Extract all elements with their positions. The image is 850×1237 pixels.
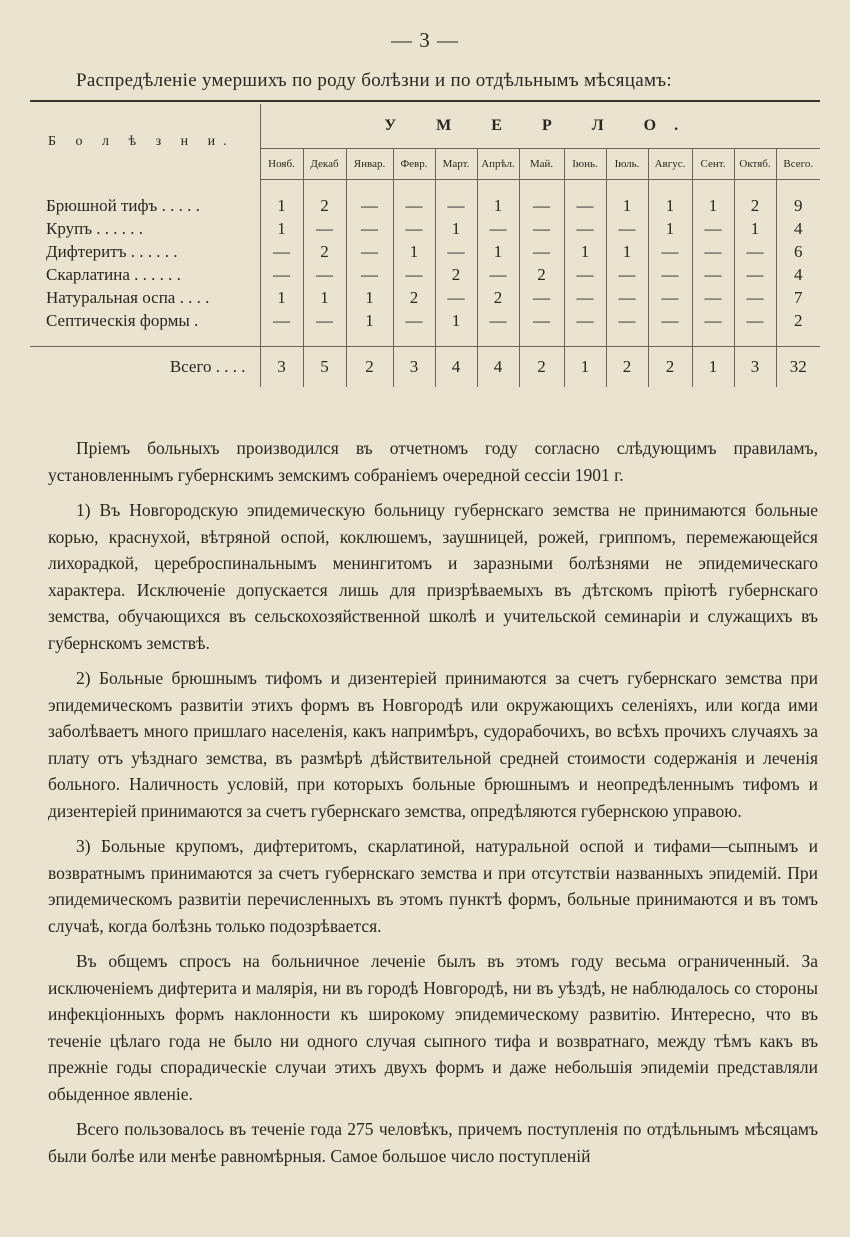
table-cell: —: [393, 263, 435, 286]
table-cell: —: [303, 263, 346, 286]
table-cell: —: [606, 286, 648, 309]
page-number: — 3 —: [391, 28, 459, 52]
paragraph: 2) Больные брюшнымъ тифомъ и дизентеріей принимаются за счетъ губернскаго земства при эпидемическомъ развитіи этихъ формъ въ Новгородѣ или окружающихъ селеніяхъ, или когда ими заболѣваетъ много пришлаго населенія, какъ напримѣръ, судорабочихъ, во всѣхъ прочихъ случаяхъ за плату отъ уѣзднаго земства, въ размѣрѣ дѣйствительной средней стоимости содержанія и леченія больного. Наличность условій, при которыхъ больные брюшнымъ и неопредѣленнымъ тифомъ и дизентеріей принимаются за счетъ губернскаго земства, опредѣляются губернскою управою.: [48, 668, 818, 821]
table-cell: 2: [435, 263, 477, 286]
month-header: Октяб.: [734, 149, 776, 180]
total-label: Всего . . . .: [30, 347, 260, 388]
table-cell: 2: [303, 240, 346, 263]
table-cell: —: [564, 309, 606, 332]
table-cell: —: [692, 217, 734, 240]
table-cell: —: [692, 240, 734, 263]
table-cell: 4: [776, 217, 820, 240]
paragraph: Всего пользовалось въ теченіе года 275 человѣкъ, причемъ поступленія по отдѣльнымъ мѣсяцамъ были болѣе или менѣе равномѣрныя. Самое большое число поступленій: [48, 1119, 818, 1166]
table-cell: —: [648, 263, 692, 286]
table-cell: —: [564, 217, 606, 240]
table-cell: 1: [393, 240, 435, 263]
mortality-table-wrap: [30, 100, 820, 387]
table-cell: —: [435, 194, 477, 217]
paragraph: 3) Больные крупомъ, дифтеритомъ, скарлатиной, натуральной оспой и тифами—сыпнымъ и возвратнымъ принимаются за счетъ губернскаго земства и при отсутствіи названныхъ эпидемій. При эпидемическомъ развитіи перечисленныхъ въ этомъ пунктѣ формъ, больные принимаются и въ томъ случаѣ, когда болѣзнь только подозрѣвается.: [48, 836, 818, 936]
disease-name: Скарлатина . . . . . .: [30, 263, 260, 286]
table-cell: —: [477, 309, 519, 332]
total-cell: 1: [564, 347, 606, 388]
total-cell: 3: [260, 347, 303, 388]
table-cell: 1: [606, 194, 648, 217]
disease-name: Септическія формы .: [30, 309, 260, 332]
table-cell: 6: [776, 240, 820, 263]
table-cell: —: [393, 217, 435, 240]
header-disease: Б о л ѣ з н и.: [30, 104, 260, 180]
table-cell: —: [564, 286, 606, 309]
table-row: [30, 286, 820, 309]
total-cell: 4: [435, 347, 477, 388]
table-cell: 1: [564, 240, 606, 263]
table-cell: —: [477, 217, 519, 240]
table-cell: 1: [346, 309, 393, 332]
table-cell: —: [606, 309, 648, 332]
table-body: [30, 194, 820, 387]
table-cell: —: [303, 217, 346, 240]
table-cell: —: [734, 309, 776, 332]
table-cell: —: [734, 240, 776, 263]
month-header: Іюль.: [606, 149, 648, 180]
total-cell: 3: [393, 347, 435, 388]
paragraph: Пріемъ больныхъ производился въ отчетномъ году согласно слѣдующимъ правиламъ, установленнымъ губернскимъ земскимъ собраніемъ очередной сессіи 1901 г.: [48, 438, 818, 485]
disease-name: Натуральная оспа . . . .: [30, 286, 260, 309]
table-cell: —: [564, 194, 606, 217]
table-cell: —: [564, 263, 606, 286]
table-cell: —: [435, 240, 477, 263]
table-cell: —: [346, 263, 393, 286]
table-cell: —: [260, 309, 303, 332]
month-header: Авгус.: [648, 149, 692, 180]
mortality-table: [30, 100, 820, 387]
table-cell: 2: [734, 194, 776, 217]
total-cell: 2: [519, 347, 564, 388]
table-cell: 1: [477, 240, 519, 263]
table-cell: 2: [303, 194, 346, 217]
month-header: Всего.: [776, 149, 820, 180]
table-cell: 9: [776, 194, 820, 217]
table-cell: —: [519, 217, 564, 240]
total-cell: 1: [692, 347, 734, 388]
month-header: Май.: [519, 149, 564, 180]
table-cell: —: [260, 240, 303, 263]
table-cell: 1: [648, 194, 692, 217]
table-cell: 2: [776, 309, 820, 332]
total-cell: 2: [606, 347, 648, 388]
table-cell: —: [393, 309, 435, 332]
month-header: Январ.: [346, 149, 393, 180]
table-cell: —: [734, 286, 776, 309]
table-cell: —: [477, 263, 519, 286]
table-cell: 1: [435, 309, 477, 332]
body-text: [48, 435, 818, 1178]
table-row: [30, 217, 820, 240]
total-cell: 5: [303, 347, 346, 388]
month-header: Март.: [435, 149, 477, 180]
table-cell: —: [648, 309, 692, 332]
table-cell: 1: [734, 217, 776, 240]
table-cell: 1: [260, 194, 303, 217]
month-header: Февр.: [393, 149, 435, 180]
table-cell: —: [648, 240, 692, 263]
table-cell: —: [692, 286, 734, 309]
table-cell: 1: [260, 286, 303, 309]
table-row: [30, 263, 820, 286]
table-cell: 2: [477, 286, 519, 309]
table-cell: 1: [303, 286, 346, 309]
header-died: У М Е Р Л О.: [260, 104, 820, 149]
table-cell: —: [519, 240, 564, 263]
table-row: [30, 194, 820, 217]
table-cell: 2: [519, 263, 564, 286]
table-cell: —: [648, 286, 692, 309]
table-cell: —: [346, 194, 393, 217]
table-cell: 4: [776, 263, 820, 286]
table-cell: —: [519, 286, 564, 309]
total-cell: 32: [776, 347, 820, 388]
total-cell: 3: [734, 347, 776, 388]
month-header: Іюнь.: [564, 149, 606, 180]
disease-name: Дифтеритъ . . . . . .: [30, 240, 260, 263]
month-header: Апрѣл.: [477, 149, 519, 180]
total-cell: 2: [346, 347, 393, 388]
disease-name: Брюшной тифъ . . . . .: [30, 194, 260, 217]
table-cell: —: [260, 263, 303, 286]
table-cell: —: [606, 263, 648, 286]
month-header: Сент.: [692, 149, 734, 180]
month-header: Нояб.: [260, 149, 303, 180]
table-cell: —: [303, 309, 346, 332]
table-cell: 1: [477, 194, 519, 217]
table-cell: —: [692, 263, 734, 286]
table-cell: 1: [260, 217, 303, 240]
table-cell: —: [519, 194, 564, 217]
table-cell: 1: [692, 194, 734, 217]
table-row: [30, 309, 820, 332]
table-cell: —: [435, 286, 477, 309]
table-cell: —: [346, 217, 393, 240]
table-cell: 1: [435, 217, 477, 240]
total-row: [30, 347, 820, 388]
paragraph: 1) Въ Новгородскую эпидемическую больницу губернскаго земства не принимаются больные корью, краснухой, вѣтряной оспой, коклюшемъ, заушницей, рожей, гриппомъ, перемежающейся лихорадкой, цереброспинальнымъ менингитомъ и заразными болѣзнями не эпидемическаго характера. Исключеніе допускается лишь для призрѣваемыхъ въ дѣтскомъ пріютѣ губернскаго земства, обучающихся въ сельскохозяйственной школѣ и учительской семинаріи и служащихъ въ губернскомъ земствѣ.: [48, 500, 818, 653]
table-cell: 1: [346, 286, 393, 309]
table-cell: —: [519, 309, 564, 332]
table-cell: —: [734, 263, 776, 286]
table-cell: —: [606, 217, 648, 240]
table-cell: —: [393, 194, 435, 217]
table-caption: Распредѣленіе умершихъ по роду болѣзни и по отдѣльнымъ мѣсяцамъ:: [76, 70, 672, 91]
total-cell: 4: [477, 347, 519, 388]
table-cell: —: [346, 240, 393, 263]
table-cell: 2: [393, 286, 435, 309]
total-cell: 2: [648, 347, 692, 388]
paragraph: Въ общемъ спросъ на больничное леченіе былъ въ этомъ году весьма ограниченный. За исключеніемъ дифтерита и малярія, ни въ городѣ Новгородѣ, ни въ уѣздѣ, не наблюдалось со стороны инфекціонныхъ формъ наклонности къ широкому эпидемическому развитію. Интересно, что въ теченіе цѣлаго года не было ни одного случая сыпного тифа и возвратнаго, между тѣмъ какъ въ прежніе годы спорадическіе случаи этихъ двухъ формъ и даже небольшія эпидеміи представляли обыденное явленіе.: [48, 951, 818, 1104]
table-cell: 1: [648, 217, 692, 240]
table-cell: 1: [606, 240, 648, 263]
table-cell: 7: [776, 286, 820, 309]
table-row: [30, 240, 820, 263]
disease-name: Крупъ . . . . . .: [30, 217, 260, 240]
table-cell: —: [692, 309, 734, 332]
month-header: Декаб: [303, 149, 346, 180]
